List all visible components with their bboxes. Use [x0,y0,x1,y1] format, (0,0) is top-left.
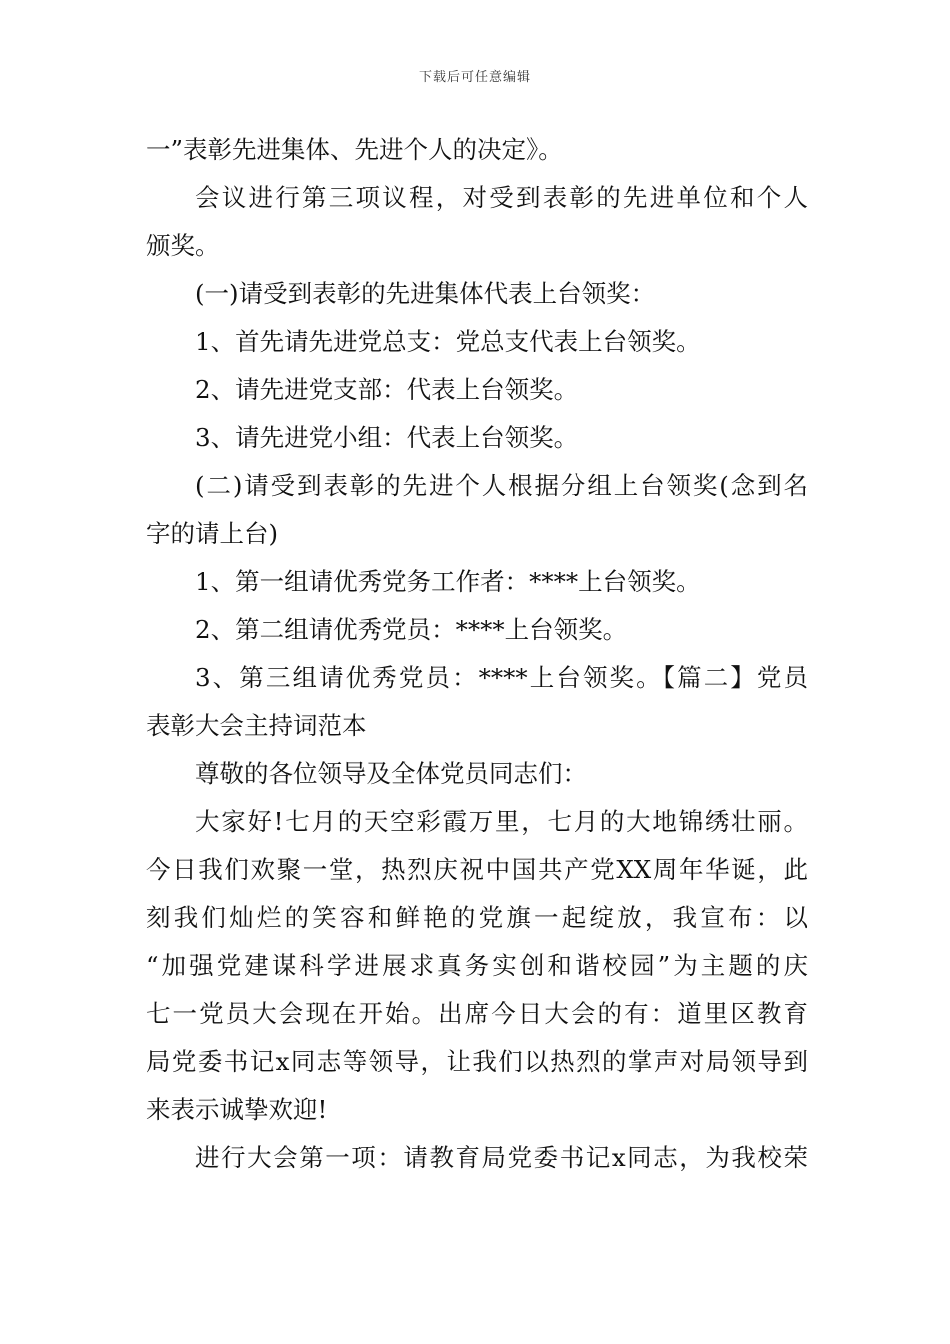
text-line: 3、请先进党小组：代表上台领奖。 [195,423,579,452]
text-line: 3、第三组请优秀党员：****上台领奖。【篇二】党员 [195,663,808,692]
text-line: 大家好!七月的天空彩霞万里，七月的大地锦绣壮丽。 [195,807,808,836]
page-header: 下载后可任意编辑 [418,70,531,85]
text-line: 表彰大会主持词范本 [146,711,367,740]
text-line: 会议进行第三项议程，对受到表彰的先进单位和个人 [195,183,808,212]
text-line: 字的请上台) [146,519,279,548]
text-line: 1、第一组请优秀党务工作者：****上台领奖。 [195,567,701,596]
document-body [146,126,808,1182]
text-line: (二)请受到表彰的先进个人根据分组上台领奖(念到名 [195,471,808,500]
text-line: (一)请受到表彰的先进集体代表上台领奖： [195,279,656,308]
text-line: 1、首先请先进党总支：党总支代表上台领奖。 [195,327,701,356]
text-line: 今日我们欢聚一堂，热烈庆祝中国共产党XX周年华诞，此 [146,855,808,884]
text-line: 进行大会第一项：请教育局党委书记x同志，为我校荣 [195,1143,808,1172]
text-line: 来表示诚挚欢迎! [146,1095,328,1124]
text-line: 尊敬的各位领导及全体党员同志们： [195,759,587,788]
text-line: 一”表彰先进集体、先进个人的决定》。 [146,135,563,164]
text-line: 七一党员大会现在开始。出席今日大会的有：道里区教育 [146,999,808,1028]
text-line: 2、第二组请优秀党员：****上台领奖。 [195,615,628,644]
text-line: “加强党建谋科学进展求真务实创和谐校园”为主题的庆 [146,951,808,980]
text-line: 颁奖。 [146,231,220,260]
text-line: 2、请先进党支部：代表上台领奖。 [195,375,579,404]
text-line: 局党委书记x同志等领导，让我们以热烈的掌声对局领导到 [146,1047,808,1076]
text-line: 刻我们灿烂的笑容和鲜艳的党旗一起绽放，我宣布：以 [146,903,808,932]
